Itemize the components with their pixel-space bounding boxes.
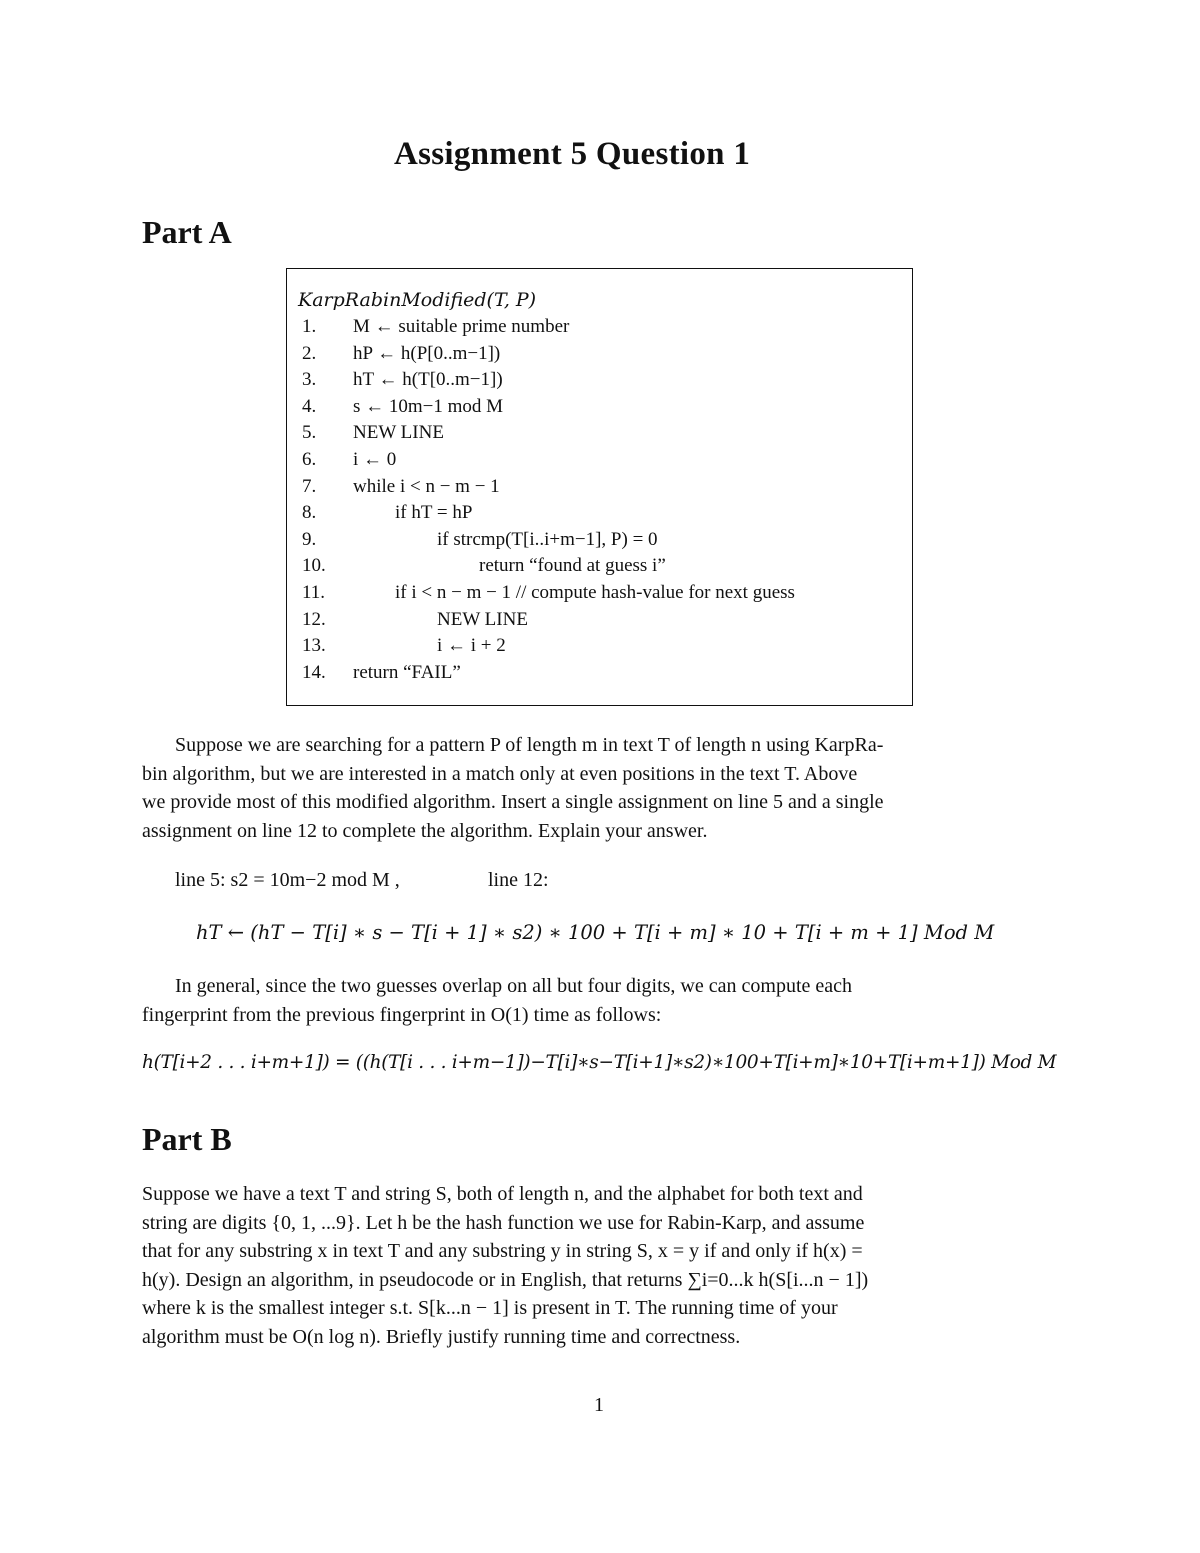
algorithm-line-number: 5. <box>302 422 317 444</box>
part-b-heading: Part B <box>142 1121 232 1157</box>
algorithm-line-text: hT ← h(T[0..m−1]) <box>353 369 503 391</box>
algorithm-line-text: hP ← h(P[0..m−1]) <box>353 342 501 364</box>
algorithm-line-number: 13. <box>302 635 326 657</box>
part-b-paragraph <box>142 1180 1060 1351</box>
algorithm-line-text: s ← 10m−1 mod M <box>353 395 504 417</box>
paragraph-line: assignment on line 12 to complete the algorithm. Explain your answer. <box>142 819 708 842</box>
algorithm-line-text: i ← 0 <box>353 449 397 470</box>
algorithm-line-text: NEW LINE <box>353 422 444 444</box>
algorithm-line-text: while i < n − m − 1 <box>353 475 500 497</box>
algorithm-line-text: NEW LINE <box>437 608 528 630</box>
paragraph-line: that for any substring x in text T and any substring y in string S, x = y if and only if h(x) = <box>142 1240 863 1262</box>
algorithm-line-number: 6. <box>302 449 317 470</box>
algorithm-line-text: i ← i + 2 <box>437 635 506 657</box>
line-12-formula: hT ← (hT − T[i] ∗ s − T[i + 1] ∗ s2) ∗ 100 + T[i + m] ∗ 10 + T[i + m + 1] Mod M <box>196 921 995 944</box>
paragraph-line: h(y). Design an algorithm, in pseudocode or in English, that returns ∑i=0...k h(S[i...n − 1]) <box>142 1268 869 1291</box>
part-a-heading: Part A <box>142 214 232 250</box>
paragraph-line: Suppose we have a text T and string S, both of length n, and the alphabet for both text and <box>142 1183 863 1205</box>
algorithm-line-number: 14. <box>302 661 326 683</box>
algorithm-line-number: 12. <box>302 608 326 630</box>
algorithm-line-number: 1. <box>302 316 317 337</box>
answer-line-12-label: line 12: <box>488 869 549 891</box>
paragraph-line: where k is the smallest integer s.t. S[k...n − 1] is present in T. The running time of your <box>142 1297 838 1319</box>
algorithm-line-number: 10. <box>302 555 326 577</box>
paragraph-line: fingerprint from the previous fingerprint in O(1) time as follows: <box>142 1003 662 1026</box>
algorithm-line-number: 2. <box>302 342 317 364</box>
algorithm-line-text: if i < n − m − 1 // compute hash-value for next guess <box>395 582 795 603</box>
paragraph-line: bin algorithm, but we are interested in a match only at even positions in the text T. Above <box>142 762 858 785</box>
page-title: Assignment 5 Question 1 <box>394 136 751 172</box>
algorithm-line-number: 8. <box>302 502 317 524</box>
general-formula: h(T[i+2 . . . i+m+1]) = ((h(T[i . . . i+m−1])−T[i]∗s−T[i+1]∗s2)∗100+T[i+m]∗10+T[i+m+1]) Mod M <box>142 1052 1057 1073</box>
algorithm-line-number: 7. <box>302 475 317 497</box>
algorithm-line-text: return “found at guess i” <box>479 555 666 577</box>
algorithm-name: KarpRabinModified(T, P) <box>298 289 537 311</box>
algorithm-line-text: M ← suitable prime number <box>353 316 570 337</box>
part-a-paragraph <box>142 731 1060 845</box>
algorithm-line-text: return “FAIL” <box>353 661 461 683</box>
paragraph-line: we provide most of this modified algorithm. Insert a single assignment on line 5 and a single <box>142 791 884 813</box>
page-number: 1 <box>594 1394 604 1416</box>
algorithm-line-number: 3. <box>302 369 317 391</box>
general-paragraph <box>142 972 1060 1029</box>
paragraph-line: string are digits {0, 1, ...9}. Let h be the hash function we use for Rabin-Karp, and assume <box>142 1211 865 1234</box>
paragraph-line: algorithm must be O(n log n). Briefly justify running time and correctness. <box>142 1325 741 1348</box>
algorithm-line-number: 4. <box>302 395 317 417</box>
algorithm-line-text: if hT = hP <box>395 502 473 524</box>
answer-line-5: line 5: s2 = 10m−2 mod M , <box>175 869 400 891</box>
algorithm-line-number: 9. <box>302 528 317 550</box>
paragraph-line: In general, since the two guesses overlap on all but four digits, we can compute each <box>175 975 853 997</box>
algorithm-line-number: 11. <box>302 582 326 603</box>
paragraph-line: Suppose we are searching for a pattern P of length m in text T of length n using KarpRa- <box>175 734 884 756</box>
algorithm-line-text: if strcmp(T[i..i+m−1], P) = 0 <box>437 528 658 550</box>
